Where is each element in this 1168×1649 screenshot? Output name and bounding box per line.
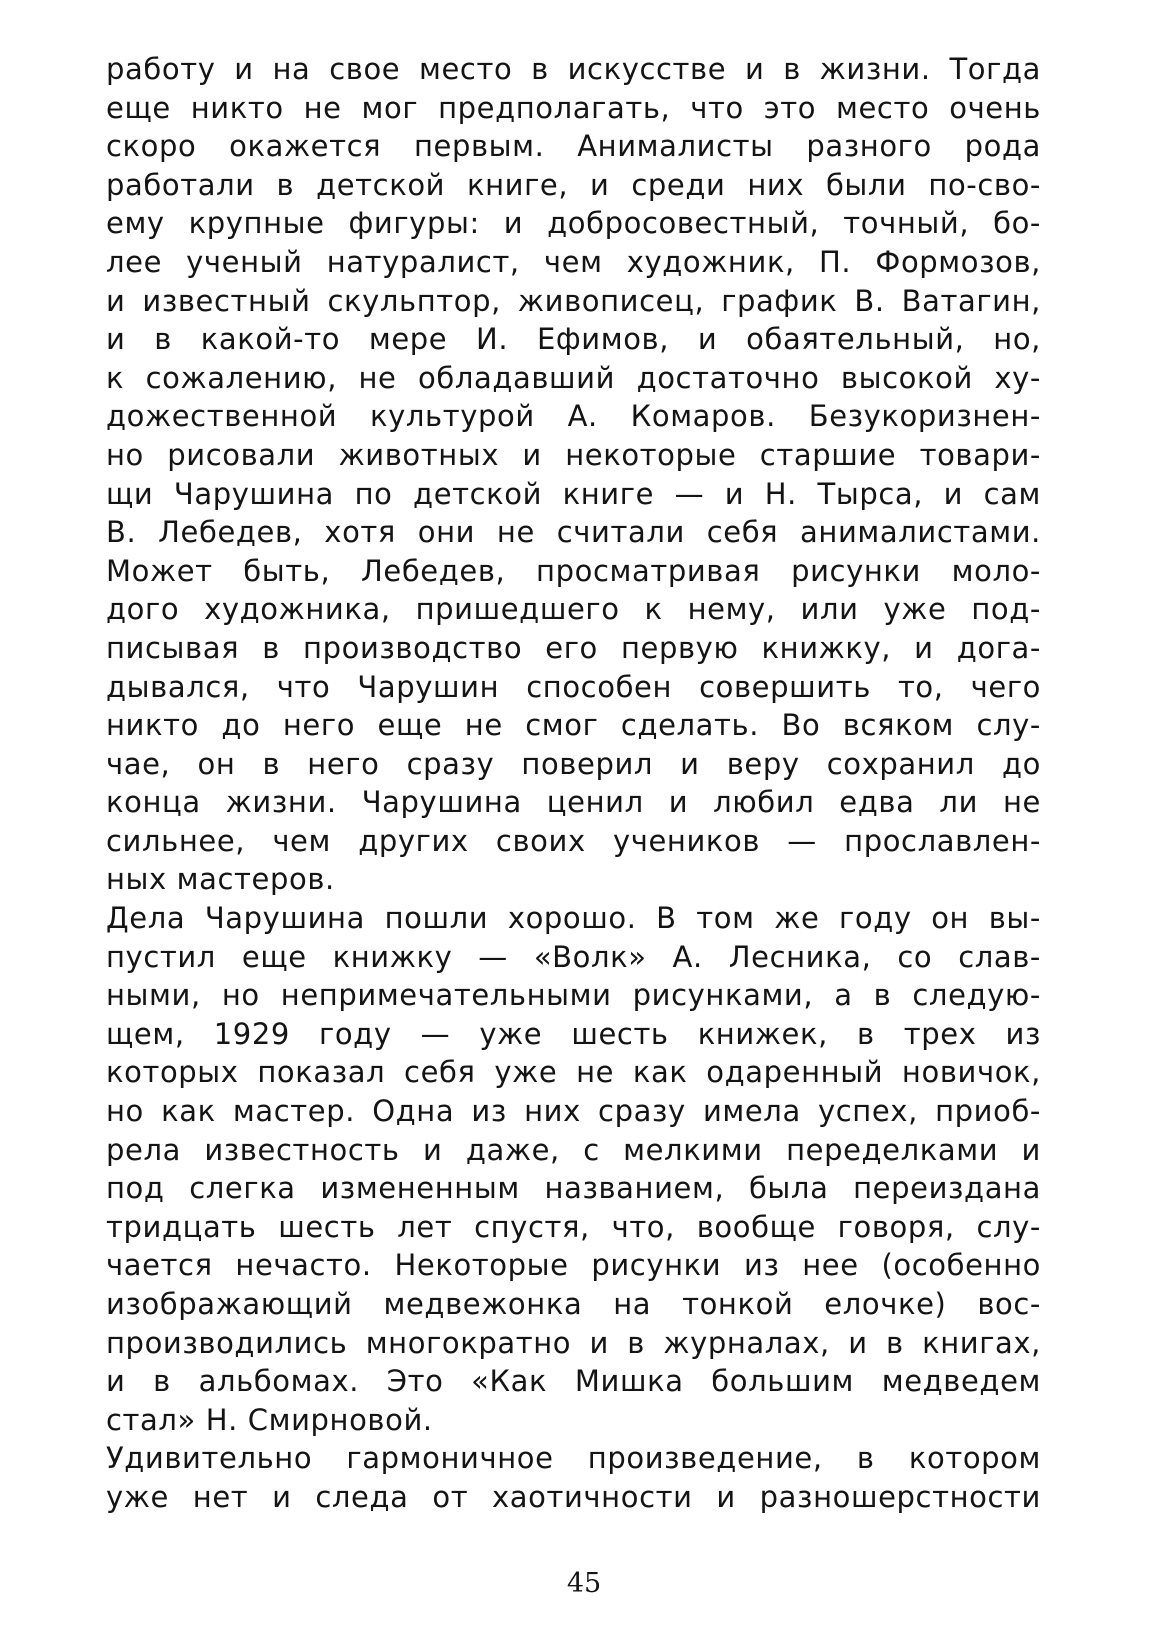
text-line: никто до него еще не смог сделать. Во всяком слу- xyxy=(106,708,1041,743)
text-line: щи Чарушина по детской книге — и Н. Тырса, и сам xyxy=(106,476,1041,511)
text-line: В. Лебедев, хотя они не считали себя анималистами. xyxy=(106,515,1041,550)
text-line: стал» Н. Смирновой. xyxy=(106,1402,433,1437)
text-line: дого художника, пришедшего к нему, или уже под- xyxy=(106,592,1041,627)
text-line: которых показал себя уже не как одаренный новичок, xyxy=(106,1055,1041,1090)
text-line: Удивительно гармоничное произведение, в котором xyxy=(106,1441,1041,1476)
page-number: 45 xyxy=(566,1568,602,1599)
body-text xyxy=(106,50,1041,1517)
text-line: ными, но непримечательными рисунками, а в следую- xyxy=(106,978,1041,1013)
text-line: но рисовали животных и некоторые старшие товари- xyxy=(106,437,1041,472)
text-line: работали в детской книге, и среди них были по-сво- xyxy=(106,167,1041,202)
text-line: и в какой-то мере И. Ефимов, и обаятельный, но, xyxy=(106,322,1041,357)
text-line: дывался, что Чарушин способен совершить то, чего xyxy=(106,669,1041,704)
paragraph-1 xyxy=(106,50,1041,899)
text-line: изображающий медвежонка на тонкой елочке) вос- xyxy=(106,1287,1041,1321)
paragraph-2 xyxy=(106,899,1041,1439)
text-line: Может быть, Лебедев, просматривая рисунки моло- xyxy=(106,553,1041,588)
text-line: скоро окажется первым. Анималисты разного рода xyxy=(106,129,1041,164)
text-line: уже нет и следа от хаотичности и разношерстности xyxy=(106,1479,1041,1514)
text-line: лее ученый натуралист, чем художник, П. Формозов, xyxy=(106,244,1041,279)
text-line: сильнее, чем других своих учеников — прославлен- xyxy=(106,823,1041,858)
text-line: работу и на свое место в искусстве и в жизни. Тогда xyxy=(106,52,1041,86)
paragraph-3 xyxy=(106,1439,1041,1516)
text-line: Дела Чарушина пошли хорошо. В том же году он вы- xyxy=(106,901,1041,936)
text-line: конца жизни. Чарушина ценил и любил едва ли не xyxy=(106,785,1041,820)
text-line: под слегка измененным названием, была переиздана xyxy=(106,1171,1041,1206)
text-line: рела известность и даже, с мелкими переделками и xyxy=(106,1132,1041,1167)
text-line: производились многократно и в журналах, и в книгах, xyxy=(106,1325,1041,1360)
text-line: щем, 1929 году — уже шесть книжек, в трех из xyxy=(106,1016,1041,1051)
text-line: к сожалению, не обладавший достаточно высокой ху- xyxy=(106,360,1041,395)
text-line: писывая в производство его первую книжку, и дога- xyxy=(106,630,1041,665)
text-line: пустил еще книжку — «Волк» А. Лесника, со слав- xyxy=(106,939,1041,974)
text-line: и известный скульптор, живописец, график В. Ватагин, xyxy=(106,283,1041,318)
text-line: тридцать шесть лет спустя, что, вообще говоря, слу- xyxy=(106,1209,1041,1244)
text-line: дожественной культурой А. Комаров. Безукоризнен- xyxy=(106,399,1041,434)
text-line: еще никто не мог предполагать, что это место очень xyxy=(106,90,1041,125)
text-line: чается нечасто. Некоторые рисунки из нее (особенно xyxy=(106,1248,1041,1283)
text-line: и в альбомах. Это «Как Мишка большим медведем xyxy=(106,1364,1041,1399)
text-line: но как мастер. Одна из них сразу имела успех, приоб- xyxy=(106,1094,1041,1129)
text-line: чае, он в него сразу поверил и веру сохранил до xyxy=(106,746,1041,781)
text-line: ных мастеров. xyxy=(106,862,335,897)
text-line: ему крупные фигуры: и добросовестный, точный, бо- xyxy=(106,206,1041,241)
